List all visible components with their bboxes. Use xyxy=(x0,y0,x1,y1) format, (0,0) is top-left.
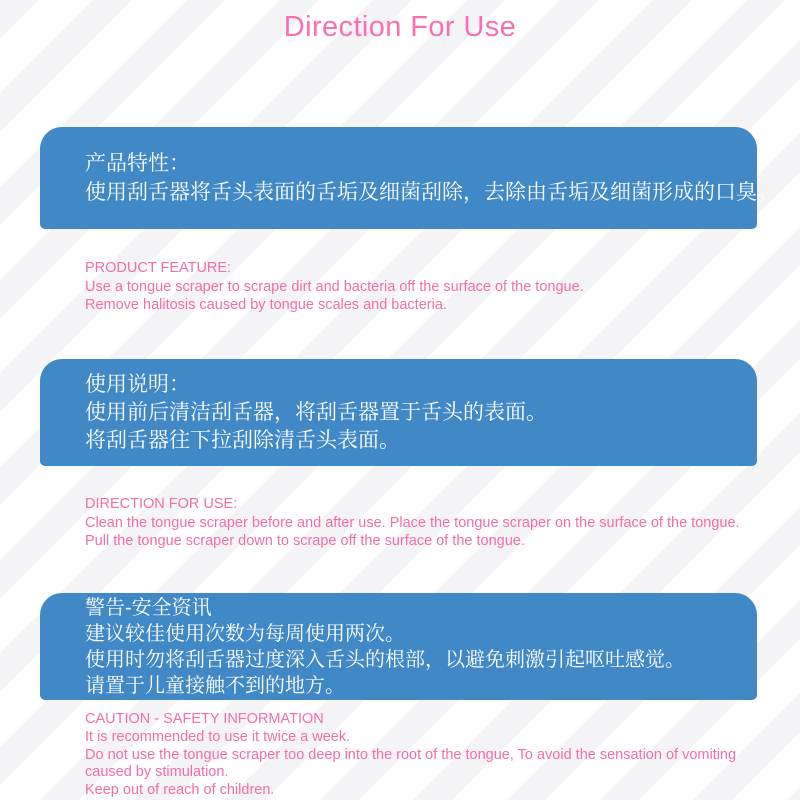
caution-body-zh: 请置于儿童接触不到的地方。 xyxy=(85,674,345,697)
caution-note-line: Keep out of reach of children. xyxy=(85,782,275,799)
direction-panel xyxy=(40,359,757,466)
direction-body-zh: 使用前后清洁刮舌器，将刮舌器置于舌头的表面。 xyxy=(85,400,547,424)
caution-note-line: It is recommended to use it twice a week. xyxy=(85,728,351,745)
product-feature-note xyxy=(85,259,584,315)
caution-heading-en: CAUTION - SAFETY INFORMATION xyxy=(85,711,324,727)
direction-note-line: Pull the tongue scraper down to scrape off the surface of the tongue. xyxy=(85,533,525,549)
direction-note xyxy=(85,495,740,551)
caution-body-zh: 使用时勿将刮舌器过度深入舌头的根部，以避免刺激引起呕吐感觉。 xyxy=(85,648,685,671)
direction-heading-zh: 使用说明： xyxy=(85,372,190,396)
caution-body-zh: 建议较佳使用次数为每周使用两次。 xyxy=(85,622,405,645)
product-feature-heading-en: PRODUCT FEATURE: xyxy=(85,260,232,276)
product-feature-panel xyxy=(40,127,778,229)
caution-note-line: Do not use the tongue scraper too deep into the root of the tongue, To avoid the sensation of vomiting xyxy=(85,746,737,763)
caution-heading-zh: 警告-安全资讯 xyxy=(85,596,212,619)
product-feature-heading-zh: 产品特性： xyxy=(85,152,190,175)
caution-note-line: caused by stimulation. xyxy=(85,764,229,781)
direction-note-line: Clean the tongue scraper before and after use. Place the tongue scraper on the surface of the tongue. xyxy=(85,514,740,531)
product-feature-note-line: Use a tongue scraper to scrape dirt and bacteria off the surface of the tongue. xyxy=(85,278,584,295)
direction-heading-en: DIRECTION FOR USE: xyxy=(85,496,238,512)
caution-note xyxy=(85,711,736,800)
caution-panel xyxy=(40,593,757,700)
direction-body-zh: 将刮舌器往下拉刮除清舌头表面。 xyxy=(85,428,400,452)
page-title: Direction For Use xyxy=(283,11,517,43)
product-feature-note-line: Remove halitosis caused by tongue scales and bacteria. xyxy=(85,297,447,313)
product-feature-body-zh: 使用刮舌器将舌头表面的舌垢及细菌刮除，去除由舌垢及细菌形成的口臭。 xyxy=(85,181,778,204)
